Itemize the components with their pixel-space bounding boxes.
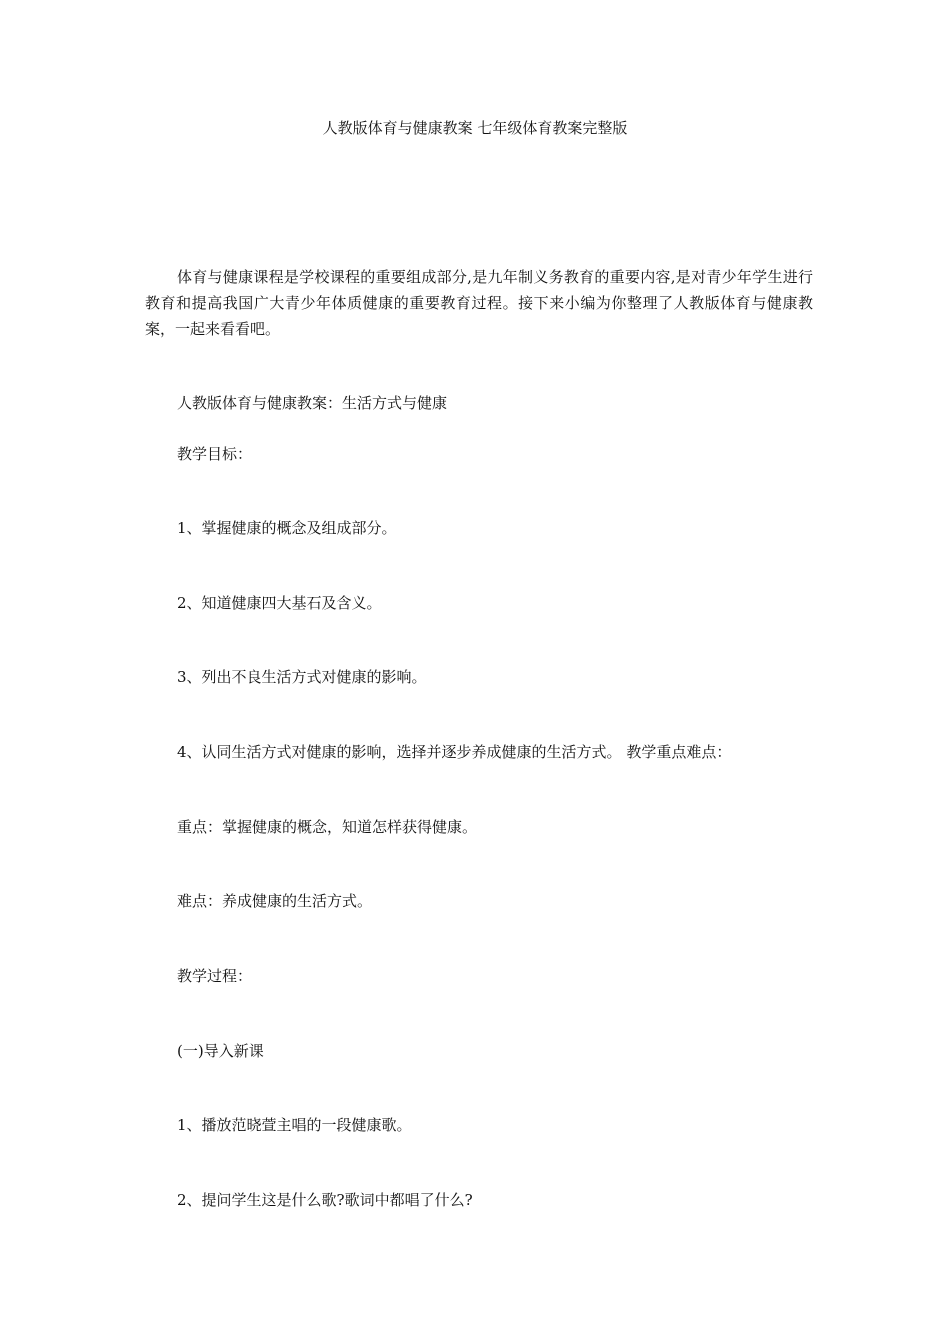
key-point: 重点：掌握健康的概念，知道怎样获得健康。 xyxy=(177,818,478,836)
teaching-process-label: 教学过程： xyxy=(177,967,253,985)
intro-paragraph: 体育与健康课程是学校课程的重要组成部分,是九年制义务教育的重要内容,是对青少年学生进行教育和提高我国广大青少年体质健康的重要教育过程。接下来小编为你整理了人教版体育与健康教案，一起来看看吧。 xyxy=(145,268,813,338)
process-item-1: 1、播放范晓萱主唱的一段健康歌。 xyxy=(177,1116,412,1134)
goal-item-3: 3、列出不良生活方式对健康的影响。 xyxy=(177,668,427,686)
goal-item-1: 1、掌握健康的概念及组成部分。 xyxy=(177,519,397,537)
process-item-2: 2、提问学生这是什么歌?歌词中都唱了什么? xyxy=(177,1191,473,1209)
difficult-point: 难点：养成健康的生活方式。 xyxy=(177,892,373,910)
goal-item-2: 2、知道健康四大基石及含义。 xyxy=(177,594,382,612)
subsection-heading: (一)导入新课 xyxy=(177,1042,264,1060)
section-heading: 人教版体育与健康教案：生活方式与健康 xyxy=(177,394,448,412)
goal-item-4: 4、认同生活方式对健康的影响，选择并逐步养成健康的生活方式。 教学重点难点： xyxy=(177,743,732,761)
teaching-goals-label: 教学目标： xyxy=(177,445,253,463)
document-title: 人教版体育与健康教案 七年级体育教案完整版 xyxy=(322,119,628,137)
